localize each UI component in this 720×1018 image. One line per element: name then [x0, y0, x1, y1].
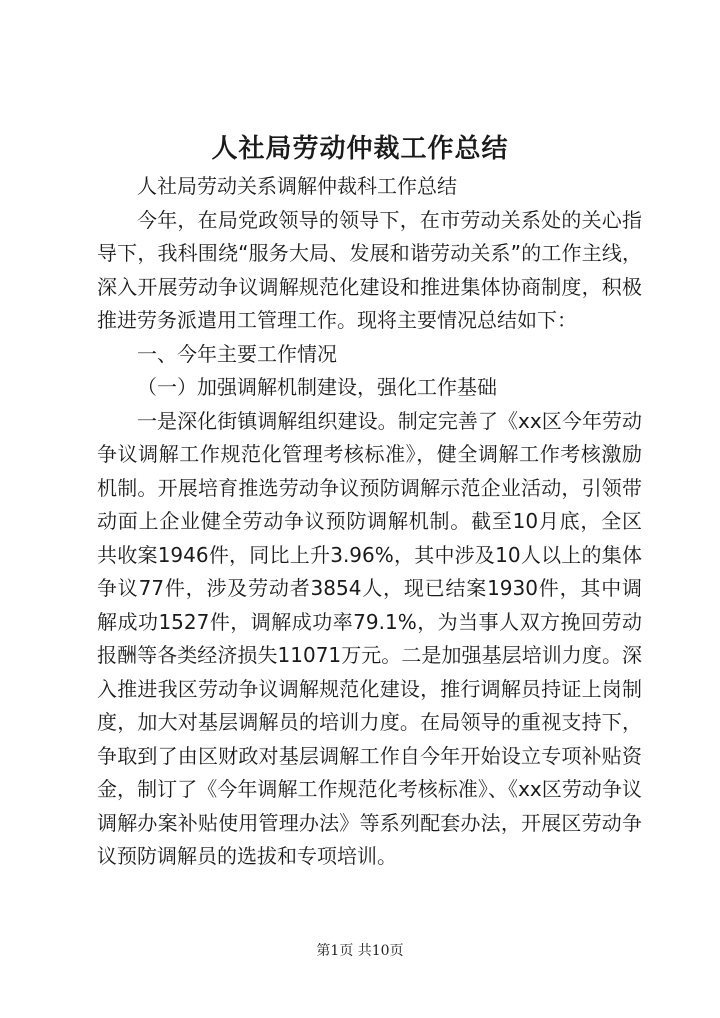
- section-heading: 一、今年主要工作情况: [137, 341, 337, 366]
- page-number: 第1页 共10页: [316, 943, 404, 959]
- body-paragraph: 一是深化街镇调解组织建设。制定完善了《xx区今年劳动争议调解工作规范化管理考核标准》，健全调解工作考核激励机制。开展培育推选劳动争议预防调解示范企业活动，引领带动面上企业健全劳动争议预防调解机制。截至10月底，全区共收案1946件，同比上升3.96%，其中涉及10人以上的集体争议77件，涉及劳动者3854人，现已结案1930件，其中调解成功1527件，调解成功率79.1%，为当事人双方挽回劳动报酬等各类经济损失11071万元。二是加强基层培训力度。深入推进我区劳动争议调解规范化建设，推行调解员持证上岗制度，加大对基层调解员的培训力度。在局领导的重视支持下，争取到了由区财政对基层调解工作自今年开始设立专项补贴资金，制订了《今年调解工作规范化考核标准》、《xx区劳动争议调解办案补贴使用管理办法》等系列配套办法，开展区劳动争议预防调解员的选拔和专项培训。: [97, 408, 642, 868]
- subtitle-paragraph: 人社局劳动关系调解仲裁科工作总结: [137, 174, 457, 198]
- document-body: [97, 170, 642, 874]
- intro-paragraph: 今年，在局党政领导的领导下，在市劳动关系处的关心指导下，我科围绕“服务大局、发展和谐劳动关系”的工作主线，深入开展劳动争议调解规范化建设和推进集体协商制度，积极推进劳务派遣用工管理工作。现将主要情况总结如下：: [97, 207, 642, 332]
- subsection-heading: （一）加强调解机制建设，强化工作基础: [137, 375, 497, 399]
- document-title: 人社局劳动仲裁工作总结: [211, 134, 509, 164]
